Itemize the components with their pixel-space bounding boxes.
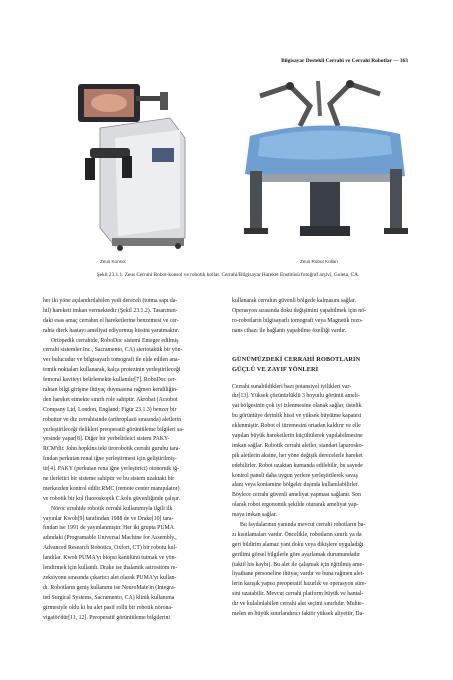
- text-line: tomik noktaları kullanarak, kalça protezinin yerleştirileceği: [43, 367, 181, 374]
- text-line: Bu faydalarının yanında mevcut cerrahi robotların ba-: [240, 522, 366, 529]
- text-line: Advanced Research Robotics, Oxfort, CT) bir robotu kul-: [43, 545, 178, 552]
- text-line: rahtan bilgi girişine ihtiyaç duymasına rağmen kendiliğin-: [43, 387, 178, 394]
- text-line: ve robotik bir kol fluoroskopik C.kolu güvenliğinde çalışır.: [43, 495, 181, 502]
- text-line: yesinde yapar[8]. Diğer bir yerbelirleici sistem PAKY-: [43, 436, 170, 443]
- text-line: imkan sağlar. Robotik cerrahi aletler, standart laparosko-: [232, 442, 364, 449]
- text-line: geri bildirim alamaz yani doku veya dikişlere uyguladığı: [232, 541, 364, 548]
- text-line: dır ve kulalınlabilen cerrahi alet seçimi sınırlıdır. Muhte-: [232, 601, 364, 608]
- text-line: maya imkan sağlar.: [232, 512, 277, 519]
- text-line: yat bölgesinin çok iyi izlenmesine olanak sağlar, üstelik: [232, 403, 362, 410]
- text-line: (taktil his kaybı). Bu alet ile çalışmak için eğitilmiş ame-: [232, 561, 365, 568]
- text-line: her iki yöne açılandırılabilen yedi dereceli (tutma sapı da-: [43, 298, 178, 304]
- label-zeus-robot-arms: Zeus Robot Kolları: [300, 259, 339, 264]
- text-line: yapılan büyük hareketlerin küçültülerek yapılabilmesine: [232, 433, 363, 440]
- text-line: hil) hareketi imkan vermektedir (Şekil 23.1.2). Tasarımın-: [43, 307, 178, 314]
- text-line: ted Surgical Systems, Sacramento, CA) klinik kullanıma: [43, 594, 175, 601]
- text-line: bu görüntüye derinlik hissi ve yüksek büyütme kapatesi: [232, 413, 362, 420]
- label-zeus-console: Zeus Konsol: [100, 259, 126, 264]
- text-line: Company Ltd, London, England; Figür 23.1.3) benzer bir: [43, 406, 177, 413]
- figure-caption: Şekil 23.1.1. Zeus Cerrahi Robot-konsol ve robotik kollar. Cerrahi/Bilgisayar Hareket Enstitüsü fotoğraf arşivi, Goleta, CA.: [96, 272, 360, 278]
- text-line: ro-robotların bilgisayarlı tomografi veya Magnetik rezo-: [232, 317, 363, 324]
- text-line: nans cihazı ile bağlantı yapabilme özelliği vardır.: [232, 327, 347, 334]
- text-line: kontrol paneli daha uygun yerlere yerleştirilerek savaş: [232, 472, 358, 479]
- text-line: liyathane personeline ihtiyaç vardır ve buna rağmen alet-: [232, 571, 365, 578]
- section-heading-line: GÜÇLÜ VE ZAYIF YÖNLERİ: [232, 365, 319, 373]
- text-line: dır[13]. Yüksek çözünürlüklü 3 boyutlu görüntü ameli-: [232, 393, 360, 400]
- text-line: Cerrahi sunabildikleri bazı potansiyel iyilikleri var-: [232, 383, 352, 390]
- text-line: sini uzatabilir. Mevcut cerrahi platform büyük ve hantal-: [232, 591, 364, 598]
- right-column: [232, 297, 411, 620]
- text-line: pik aletlerin aksine, her yöne değişik derecelerle hareket: [232, 452, 363, 459]
- text-line: ver bulucudur ve bilgisayarlı tomografi ile elde edilen ana-: [43, 357, 180, 364]
- text-line: RCM'dir. John hopkins teki ürorobotik cerrahi gurubu tara-: [43, 446, 181, 453]
- section-heading: [232, 355, 411, 375]
- text-line: fından perkutan renal iğne yerleştirmesi için geliştirilmiş-: [43, 456, 177, 463]
- zeus-console-photo: [60, 78, 210, 253]
- text-line: Böylece cerrahı güvenli ameliyat yapması sağlanır. Son: [232, 492, 361, 499]
- text-line: ne ilerletici bir sisteme sahiptir ve bu sistem uzaktaki bir: [43, 476, 175, 483]
- text-line: kullanarak cerrahın güvenli bölgede kalmasını sağlar.: [232, 298, 356, 304]
- text-line: zeksiyonu sırasında çıkartıcı alet olarak PUMA'yı kullan-: [43, 574, 177, 581]
- text-line: yerleştirileceği delikleri preoperatif görüntüleme bilgileri sa-: [43, 426, 184, 433]
- text-line: girmesiyle oldu ki bu alet pasif rollü bir robotik nörona-: [43, 604, 173, 611]
- text-line: landılar. Kwoh PUMA'yı biopsi kanülünü tutmak ve yön-: [43, 555, 177, 562]
- text-line: alanı veya kontamine bölgeler dışında kullanılabilirler.: [232, 482, 359, 489]
- text-line: Ortopedik cerrahide, RoboDoc sistemi Entegre edilmiş: [51, 337, 179, 344]
- text-line: daki esas amaç cerrahın el hareketlerine benzemesi ve cer-: [43, 317, 179, 324]
- text-line: rahta dierk hastayı ameliyat ediyormuş hissini yaratmaktır.: [43, 327, 180, 334]
- text-line: melen en büyük sınırlandırıcı faktör yüksek aliyettir, Da-: [232, 611, 365, 618]
- section-heading-line: GÜNÜMÜZDEKİ CERRAHİ ROBOTLARIN: [232, 355, 361, 363]
- text-line: cerrahi sistemler Inc., Sacramento, CA) steriotaktik bir yön-: [43, 347, 183, 354]
- text-line: robottur ve diz cerrahisinde (arthroplasti sırasında) aletlerin: [43, 416, 182, 423]
- figure-photos: [52, 76, 412, 271]
- text-line: zı kısıtlamaları vardır. Öncelikle, robotların sınırlı ya da: [232, 531, 362, 538]
- text-line: dı. Robotların geniş kullanımı ise NeuroMate'in (Integra-: [43, 584, 176, 591]
- text-line: den hareket etmekte sınırlı role sahiptir. Akrobat (Acrobot: [43, 396, 178, 403]
- text-line: olarak robot ergonomik şekilde oturarak ameliyat yap-: [232, 502, 359, 509]
- text-line: lerin karışık yapısı preoperatif hazırlık ve operasyon süre-: [232, 581, 367, 588]
- text-line: Operasyon sırasında doku değişimini yapabilmek için nö-: [232, 307, 366, 314]
- zeus-robot-arms-photo: [230, 76, 412, 254]
- text-line: edebilirler. Robot uzaktan kumanda edilebilir, bu sayede: [232, 462, 363, 469]
- text-line: fından ise 1991 de yayınlanmıştır. Her iki grupta PUMA: [43, 525, 174, 532]
- text-line: femoral kaviteyi belirlemekte kullanılır[7]. RoboDoc cer-: [43, 377, 177, 384]
- running-header: Bilgisayar Destekli Cerrahi ve Cerrahi Robotlar — 363: [281, 58, 408, 64]
- text-line: gerilimi görsel bilgilerle göre ayarlamak durumundadır: [232, 551, 360, 558]
- text-line: lendirmek için kullandı. Drake ise thalamik astrositom re-: [43, 565, 178, 572]
- text-line: yayınlar Kwoh[9] tarafından 1988 de ve Drake[10] tara-: [43, 515, 174, 522]
- text-line: vigatör'dür[11, 12]. Preoperatif görüntüleme bilgilerini: [43, 614, 171, 621]
- left-column: [43, 297, 223, 623]
- text-line: tir[4]. PAKY (perkutan rena iğne yerleştirici) otonomik iğ-: [43, 466, 180, 473]
- text-line: Nöroc errahide robotik cerrahi kullanımıyla ilgili ilk: [51, 505, 173, 512]
- text-line: adındaki (Programable Universal Machine for Assembly.,: [43, 535, 177, 542]
- text-line: merkezden kontrol edilir.RMC (remote center manıpılator): [43, 485, 180, 492]
- text-line: eklenmiştir. Robot el titremesini ortadan kaldırır ve elle: [232, 423, 361, 430]
